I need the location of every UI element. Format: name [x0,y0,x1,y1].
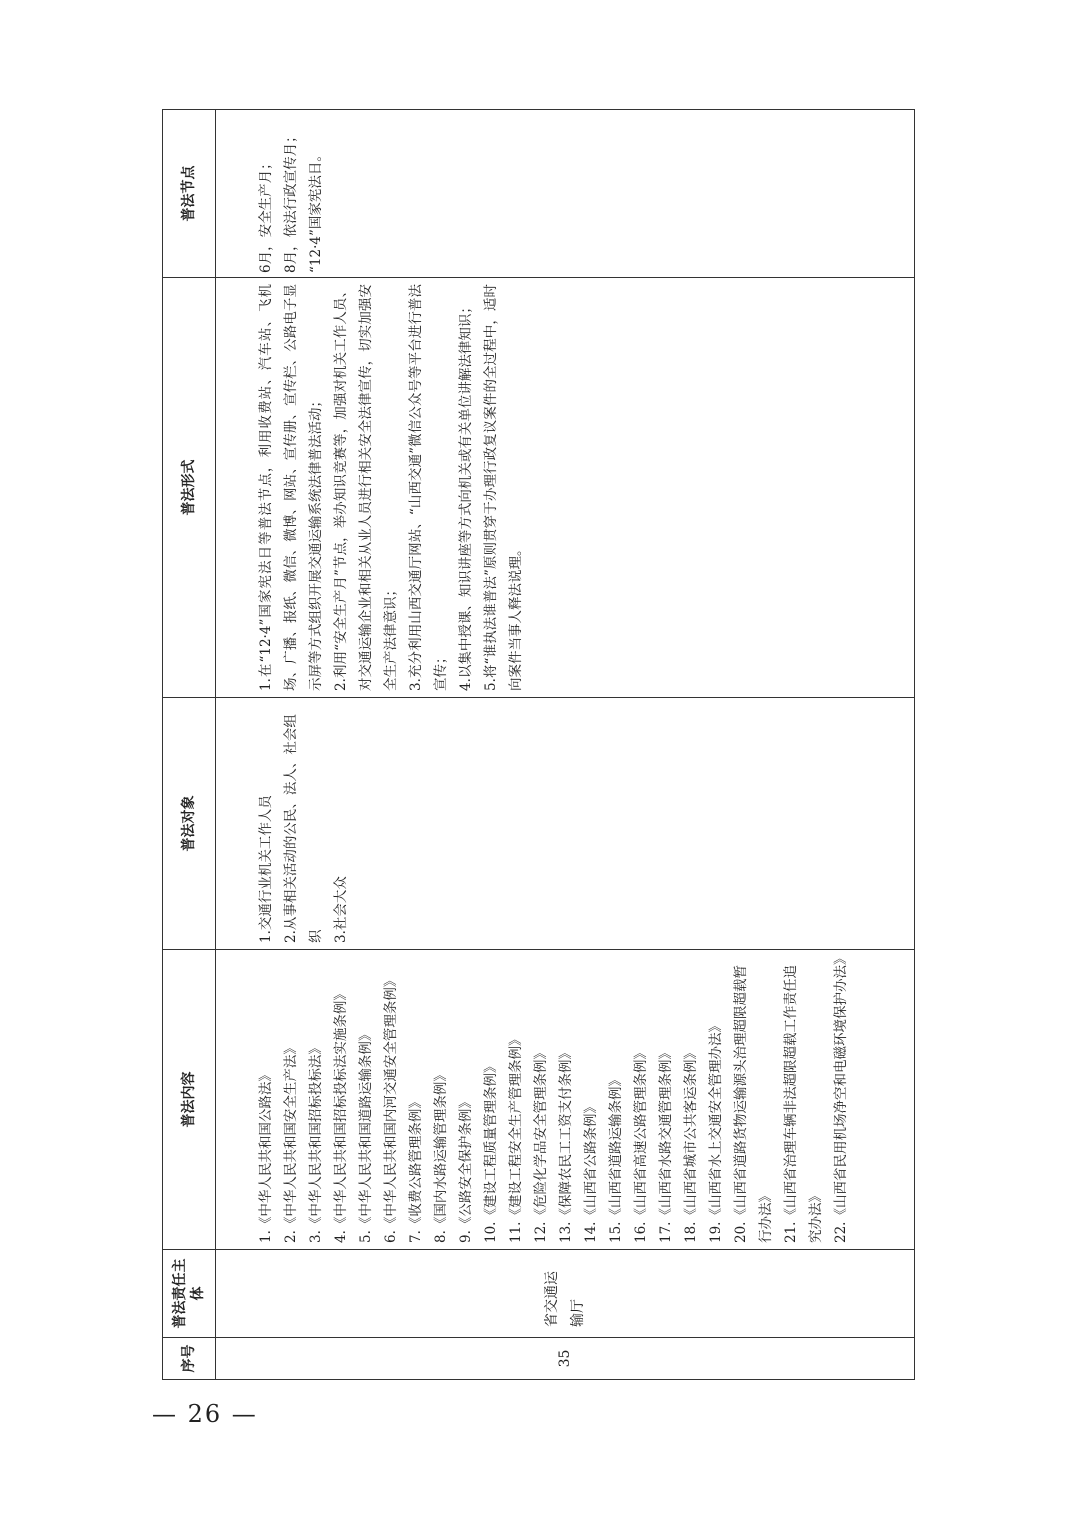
header-content: 普法内容 [163,950,216,1250]
rotated-table-container [162,110,915,1380]
content-item: 1.《中华人民共和国公路法》 [258,1068,274,1243]
row-entity: 省交通运输厅 [216,1250,915,1338]
content-item: 11.《建设工程安全生产管理条例》 [508,1032,524,1243]
content-item: 3.《中华人民共和国招标投标法》 [308,1041,324,1243]
target-item: 2.从事相关活动的公民、法人、社会组织 [283,714,324,943]
content-item: 4.《中华人民共和国招标投标法实施条例》 [333,987,349,1243]
content-item: 16.《山西省高速公路管理条例》 [633,1046,649,1243]
content-item: 13.《保障农民工工资支付条例》 [558,1046,574,1243]
content-item: 14.《山西省公路条例》 [583,1100,599,1243]
form-item: 2.利用“安全生产月”节点，举办知识竞赛等，加强对机关工作人员、对交通运输企业和相关从业人员进行相关安全法律宣传，切实加强安全生产法律意识； [333,284,399,691]
row-content [216,950,915,1250]
content-item: 10.《建设工程质量管理条例》 [483,1059,499,1243]
row-nodes [216,110,915,278]
row-seq: 35 [216,1338,915,1380]
content-item: 18.《山西省城市公共客运条例》 [683,1046,699,1243]
page-number: — 26 — [152,1400,258,1428]
policy-table-frame [162,110,915,1380]
legal-education-table [162,109,915,1380]
content-item: 8.《国内水路运输管理条例》 [433,1068,449,1243]
content-item: 7.《收费公路管理条例》 [408,1095,424,1243]
content-item: 21.《山西省治理车辆非法超限超载工作责任追究办法》 [783,965,824,1243]
target-item: 1.交通行业机关工作人员 [258,795,274,943]
row-target [216,698,915,950]
node-item: 6月，安全生产月； [258,156,274,273]
node-item: 8月，依法行政宣传月； [283,129,299,273]
header-entity: 普法责任主体 [163,1250,216,1338]
content-item: 22.《山西省民用机场净空和电磁环境保护办法》 [833,951,849,1243]
content-item: 19.《山西省水上交通安全管理办法》 [708,1019,724,1243]
header-form: 普法形式 [163,278,216,698]
row-form [216,278,915,698]
form-item: 3.充分利用山西交通厅网站、“山西交通”微信公众号等平台进行普法宣传； [408,284,449,691]
node-item: “12·4”国家宪法日。 [308,148,324,273]
content-item: 15.《山西省道路运输条例》 [608,1073,624,1243]
form-item: 1.在“12·4”国家宪法日等普法节点，利用收费站、汽车站、飞机场、广播、报纸、微信、微博、网站、宣传册、宣传栏、公路电子显示屏等方式组织开展交通运输系统法律普法活动； [258,284,324,691]
content-item: 20.《山西省道路货物运输源头治理超限超载暂行办法》 [733,965,774,1243]
content-item: 17.《山西省水路交通管理条例》 [658,1046,674,1243]
header-seq: 序号 [163,1338,216,1380]
form-item: 4.以集中授课、知识讲座等方式向机关或有关单位讲解法律知识； [458,300,474,691]
content-item: 9.《公路安全保护条例》 [458,1095,474,1243]
table-row [216,110,915,1380]
table-header-row [163,110,216,1380]
content-item: 12.《危险化学品安全管理条例》 [533,1046,549,1243]
content-item: 6.《中华人民共和国内河交通安全管理条例》 [383,973,399,1243]
header-target: 普法对象 [163,698,216,950]
content-item: 2.《中华人民共和国安全生产法》 [283,1041,299,1243]
header-nodes: 普法节点 [163,110,216,278]
content-item: 5.《中华人民共和国道路运输条例》 [358,1027,374,1243]
form-item: 5.将“谁执法谁普法”原则贯穿于办理行政复议案件的全过程中，适时向案件当事人释法说理。 [483,284,524,691]
target-item: 3.社会大众 [333,876,349,943]
